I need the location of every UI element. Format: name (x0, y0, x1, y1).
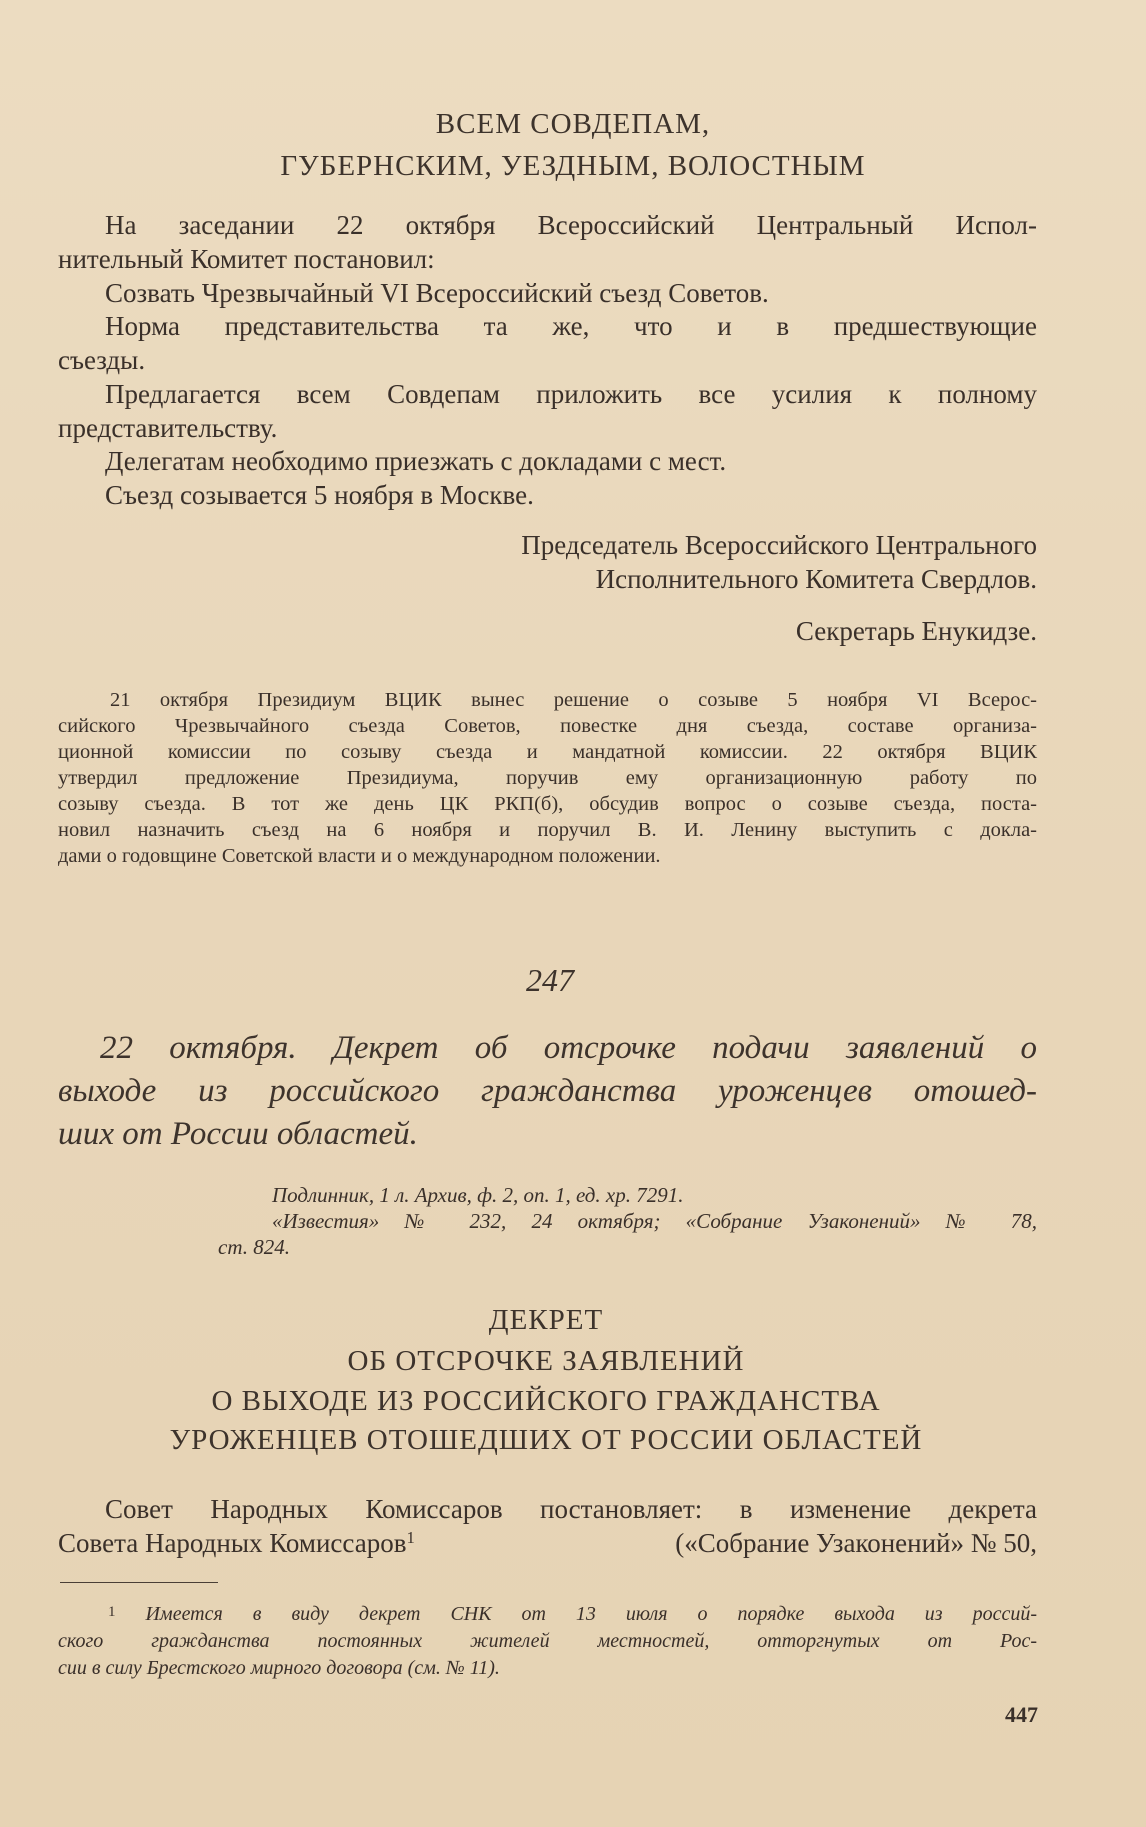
signature-secretary: Секретарь Енукидзе. (795, 616, 1037, 646)
body-line: Съезд созывается 5 ноября в Москве. (105, 480, 534, 510)
body-line: нительный Комитет постановил: (58, 244, 435, 274)
document-title-line: выходе из российского гражданства уроженцев отошед- (58, 1073, 1037, 1109)
footnote-line: сии в силу Брестского мирного договора (см. № 11). (58, 1657, 500, 1679)
body-line: Созвать Чрезвычайный VI Всероссийский съезд Советов. (105, 278, 769, 308)
note-line: новил назначить съезд на 6 ноября и поручил В. И. Ленину выступить с докла- (58, 819, 1037, 841)
document-title-line: 22 октября. Декрет об отсрочке подачи заявлений о (100, 1030, 1037, 1066)
decree-body-text: («Собрание Узаконений» № 50, (675, 1528, 1037, 1558)
source-line: ст. 824. (218, 1235, 290, 1259)
note-line: сийского Чрезвычайного съезда Советов, повестке дня съезда, составе организа- (58, 715, 1037, 737)
decree-heading: ДЕКРЕТ (488, 1304, 604, 1336)
heading-all-soviets-line2: ГУБЕРНСКИМ, УЕЗДНЫМ, ВОЛОСТНЫМ (280, 150, 866, 182)
body-line: Делегатам необходимо приезжать с докладами с мест. (105, 446, 727, 476)
decree-body-text: Совета Народных Комиссаров$^1$ (58, 1528, 415, 1559)
decree-heading-line: ОБ ОТСРОЧКЕ ЗАЯВЛЕНИЙ (347, 1345, 745, 1377)
footnote-reference: 1 (406, 1528, 415, 1547)
signature-chairman: Председатель Всероссийского Центрального (521, 530, 1037, 560)
body-line: Предлагается всем Совдепам приложить все усилия к полному (105, 379, 1037, 409)
signature-chairman-line2: Исполнительного Комитета Свердлов. (595, 564, 1037, 594)
note-line: утвердил предложение Президиума, поручив ему организационную работу по (58, 767, 1037, 789)
footnote-line: ского гражданства постоянных жителей местностей, отторгнутых от Рос- (58, 1630, 1037, 1652)
footnote-line: $^1$ Имеется в виду декрет СНК от 13 июля о порядке выхода из россий- (108, 1603, 1038, 1625)
footnote-divider (60, 1582, 218, 1583)
footnote-mark: 1 (108, 1604, 116, 1620)
body-line: съезды. (58, 345, 146, 375)
note-line: дами о годовщине Советской власти и о международном положении. (58, 845, 661, 867)
document-number: 247 (526, 962, 574, 998)
decree-heading-line: О ВЫХОДЕ ИЗ РОССИЙСКОГО ГРАЖДАНСТВА (211, 1385, 881, 1417)
body-line: Норма представительства та же, что и в предшествующие (105, 311, 1037, 341)
heading-all-soviets: ВСЕМ СОВДЕПАМ, (435, 108, 711, 140)
decree-body-line (58, 1528, 1037, 1559)
source-line: «Известия» № 232, 24 октября; «Собрание Узаконений» № 78, (272, 1209, 1037, 1233)
note-line: 21 октября Президиум ВЦИК вынес решение о созыве 5 ноября VI Всерос- (110, 689, 1037, 711)
body-line: представительству. (58, 413, 278, 443)
body-line: На заседании 22 октября Всероссийский Центральный Испол- (105, 210, 1037, 240)
document-title-line: ших от России областей. (58, 1116, 418, 1152)
decree-body-line: Совет Народных Комиссаров постановляет: в изменение декрета (105, 1494, 1037, 1524)
note-line: ционной комиссии по созыву съезда и мандатной комиссии. 22 октября ВЦИК (58, 741, 1037, 763)
note-line: созыву съезда. В тот же день ЦК РКП(б), обсудив вопрос о созыве съезда, поста- (58, 793, 1037, 815)
page-number: 447 (1005, 1702, 1038, 1727)
decree-heading-line: УРОЖЕНЦЕВ ОТОШЕДШИХ ОТ РОССИИ ОБЛАСТЕЙ (169, 1424, 923, 1456)
source-line: Подлинник, 1 л. Архив, ф. 2, оп. 1, ед. хр. 7291. (272, 1183, 684, 1207)
